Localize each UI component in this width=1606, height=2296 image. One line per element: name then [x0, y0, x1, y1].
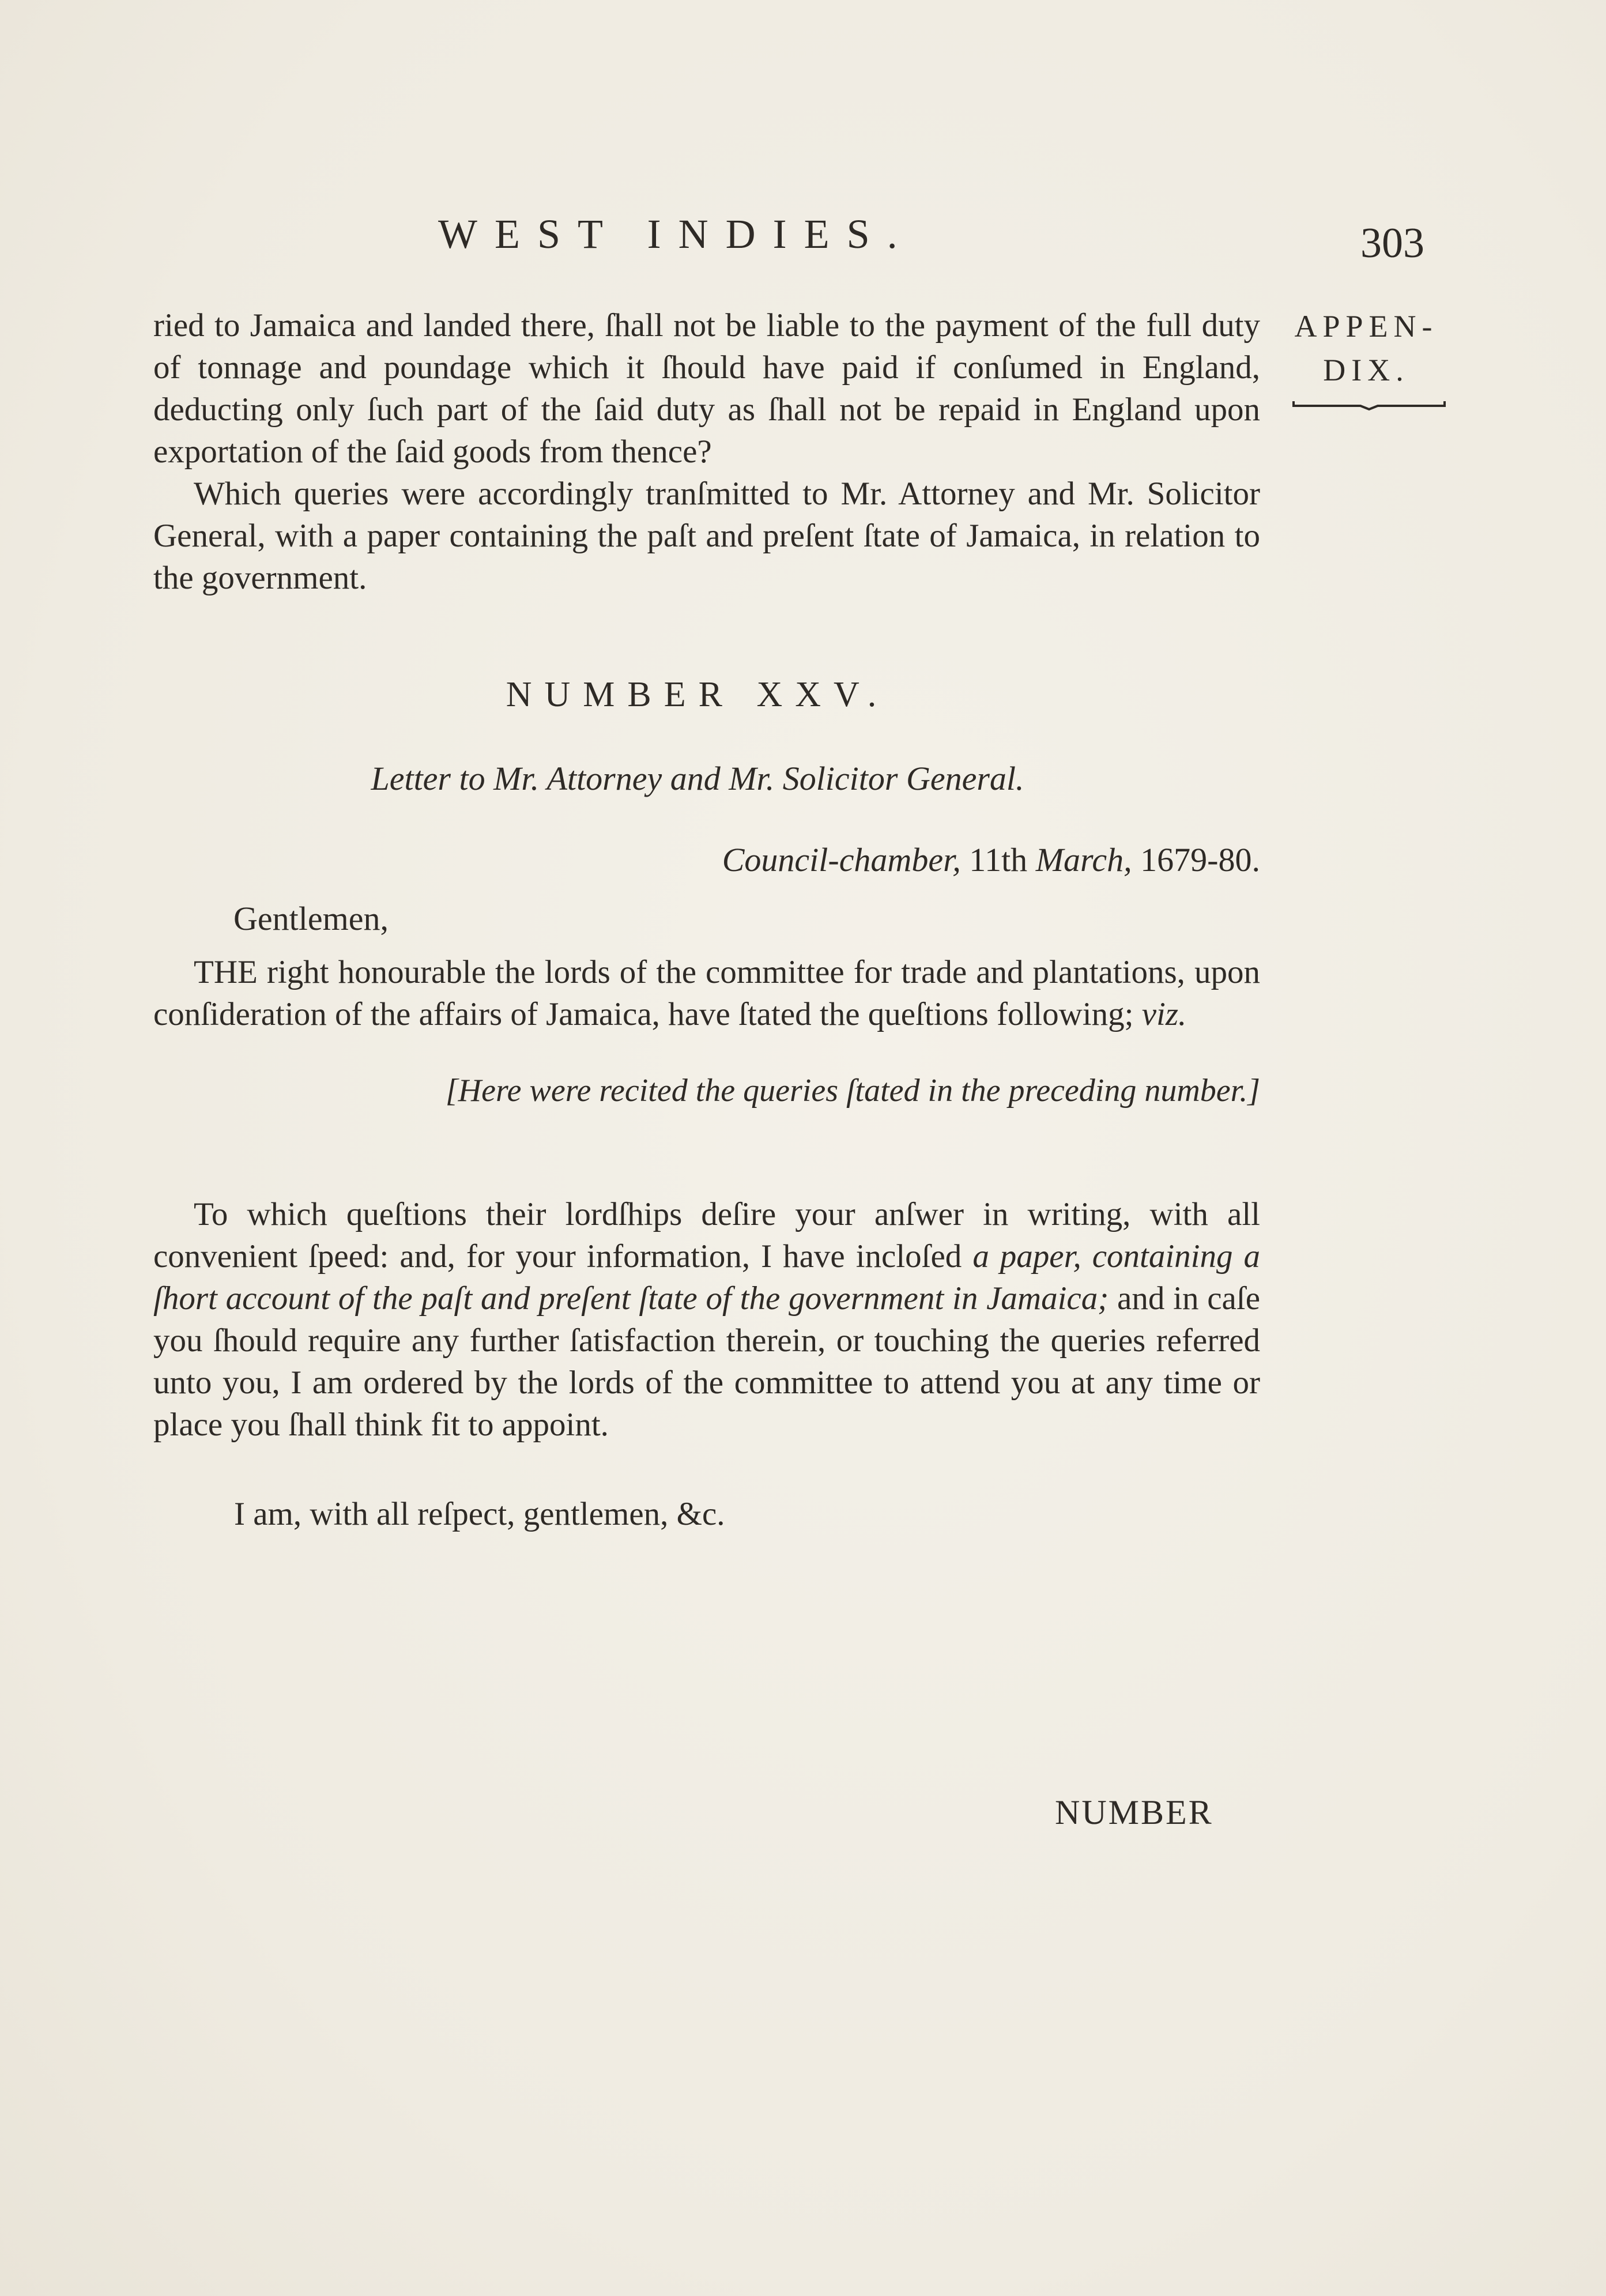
dateline-day: 11th	[969, 841, 1028, 879]
dateline-month: March,	[1035, 841, 1132, 879]
paragraph-continuation: ried to Jamaica and landed there, ſhall not be liable to the payment of the full duty of tonnage and poundage which it ſhould have paid if conſumed in England, deducting only ſuch part of the ſaid duty as ſhall not be repaid in England upon exportation of the ſaid goods from thence?	[153, 307, 1260, 470]
margin-note-line2: DIX.	[1323, 353, 1409, 387]
letter-heading: Letter to Mr. Attorney and Mr. Solicitor General.	[371, 760, 1024, 797]
salutation: Gentlemen,	[233, 900, 389, 937]
margin-note-line1: APPEN-	[1294, 309, 1438, 344]
dateline-year: 1679-80.	[1140, 841, 1260, 879]
paragraph-queries-transmitted: Which queries were accordingly tranſmitted to Mr. Attorney and Mr. Solicitor General, with a paper containing the paſt and preſent ſtate of Jamaica, in relation to the government.	[153, 476, 1260, 596]
viz-text: viz.	[1141, 996, 1187, 1032]
request-text-italic: a paper, containing a ſhort account of the paſt and preſent ſtate of the government in Jamaica;	[153, 1238, 1261, 1317]
catchword: NUMBER	[1055, 1793, 1213, 1831]
paragraph-letter-opening	[153, 951, 1260, 1035]
dateline	[346, 840, 1260, 879]
margin-note	[1280, 304, 1453, 392]
request-text-b: and in caſe you ſhould require any further ſatisfaction therein, or touching the queries referred unto you, I am ordered by the lords of the committee to attend you at any time or place you ſhall think fit to appoint.	[153, 1280, 1260, 1443]
page-number: 303	[1360, 220, 1424, 267]
paragraph-request	[153, 1193, 1260, 1446]
brace-rule-icon	[1291, 399, 1447, 410]
section-title: NUMBER XXV.	[506, 675, 889, 714]
request-text-a: To which queſtions their lordſhips deſire your anſwer in writing, with all convenient ſpeed: and, for your information, I have incloſed	[153, 1196, 1260, 1275]
recital-note: [Here were recited the queries ſtated in the preceding number.]	[445, 1073, 1260, 1109]
dateline-place: Council-chamber,	[722, 841, 961, 879]
letter-opening-text: THE right honourable the lords of the committee for trade and plantations, upon conſideration of the affairs of Jamaica, have ſtated the queſtions following;	[153, 954, 1260, 1032]
running-title: WEST INDIES.	[438, 211, 915, 257]
closing-line: I am, with all reſpect, gentlemen, &c.	[234, 1496, 725, 1532]
